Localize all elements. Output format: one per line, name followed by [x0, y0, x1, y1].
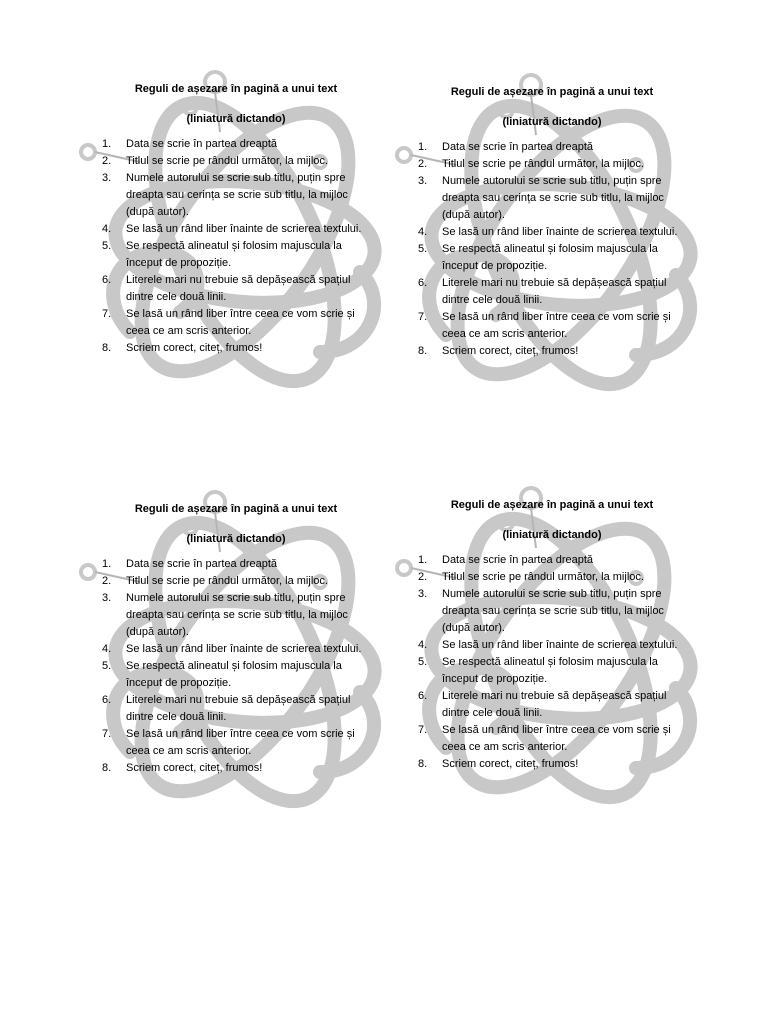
- rule-item: [100, 692, 372, 726]
- rule-item: [416, 139, 688, 156]
- rule-item: [416, 688, 688, 722]
- rule-number: 3.: [418, 175, 428, 187]
- rule-number: 6.: [102, 694, 112, 706]
- rule-item: [100, 221, 372, 238]
- card-title: Reguli de așezare în pagină a unui text: [450, 499, 654, 511]
- rule-text: Se lasă un rând liber înainte de scrierea textului.: [442, 226, 678, 238]
- rule-number: 1.: [418, 141, 428, 153]
- rule-text: Se lasă un rând liber înainte de scrierea textului.: [126, 643, 362, 655]
- rule-text: Se lasă un rând liber între ceea ce vom scrie și ceea ce am scris anterior.: [126, 728, 355, 757]
- rules-list: [416, 139, 688, 360]
- rule-number: 3.: [418, 588, 428, 600]
- rule-text: Data se scrie în partea dreaptă: [442, 554, 594, 566]
- rule-number: 6.: [102, 274, 112, 286]
- rule-item: [416, 552, 688, 569]
- rule-item: [416, 722, 688, 756]
- rules-list: [100, 136, 372, 357]
- rule-item: [416, 569, 688, 586]
- rule-text: Se respectă alineatul și folosim majuscula la început de propoziție.: [126, 240, 342, 269]
- rules-list: [416, 552, 688, 773]
- rule-item: [100, 170, 372, 221]
- rule-text: Literele mari nu trebuie să depășească spațiul dintre cele două linii.: [126, 694, 351, 723]
- card-subtitle: (liniatură dictando): [502, 529, 602, 541]
- rule-text: Se lasă un rând liber înainte de scrierea textului.: [442, 639, 678, 651]
- rule-item: [100, 340, 372, 357]
- rule-number: 1.: [102, 558, 112, 570]
- rule-number: 2.: [418, 571, 428, 583]
- rule-number: 1.: [418, 554, 428, 566]
- rule-number: 4.: [102, 223, 112, 235]
- rules-card: [100, 82, 372, 422]
- rule-number: 1.: [102, 138, 112, 150]
- rule-number: 2.: [102, 575, 112, 587]
- rule-item: [416, 309, 688, 343]
- rule-item: [416, 275, 688, 309]
- rule-item: [100, 272, 372, 306]
- rule-text: Se lasă un rând liber între ceea ce vom scrie și ceea ce am scris anterior.: [126, 308, 355, 337]
- rule-text: Se respectă alineatul și folosim majuscula la început de propoziție.: [126, 660, 342, 689]
- rule-text: Numele autorului se scrie sub titlu, puțin spre dreapta sau cerința se scrie sub titlu, la mijloc (după autor).: [126, 172, 348, 218]
- rule-text: Numele autorului se scrie sub titlu, puțin spre dreapta sau cerința se scrie sub titlu, la mijloc (după autor).: [126, 592, 348, 638]
- rule-text: Titlul se scrie pe rândul următor, la mijloc.: [442, 571, 644, 583]
- rule-item: [100, 573, 372, 590]
- rule-text: Numele autorului se scrie sub titlu, puțin spre dreapta sau cerința se scrie sub titlu, la mijloc (după autor).: [442, 175, 664, 221]
- rule-item: [100, 238, 372, 272]
- rule-text: Literele mari nu trebuie să depășească spațiul dintre cele două linii.: [442, 690, 667, 719]
- rule-number: 8.: [102, 762, 112, 774]
- rule-item: [100, 590, 372, 641]
- rule-item: [100, 641, 372, 658]
- rule-item: [100, 136, 372, 153]
- rule-text: Scriem corect, citeț, frumos!: [442, 758, 579, 770]
- rule-text: Literele mari nu trebuie să depășească spațiul dintre cele două linii.: [442, 277, 667, 306]
- card-title: Reguli de așezare în pagină a unui text: [450, 86, 654, 98]
- rules-card: [416, 85, 688, 425]
- rule-number: 6.: [418, 690, 428, 702]
- rules-list: [100, 556, 372, 777]
- rule-text: Literele mari nu trebuie să depășească spațiul dintre cele două linii.: [126, 274, 351, 303]
- rule-number: 5.: [102, 660, 112, 672]
- rule-text: Titlul se scrie pe rândul următor, la mijloc.: [442, 158, 644, 170]
- rule-number: 7.: [102, 308, 112, 320]
- rule-number: 2.: [102, 155, 112, 167]
- rule-number: 7.: [418, 311, 428, 323]
- rule-text: Numele autorului se scrie sub titlu, puțin spre dreapta sau cerința se scrie sub titlu, la mijloc (după autor).: [442, 588, 664, 634]
- rule-text: Se respectă alineatul și folosim majuscula la început de propoziție.: [442, 656, 658, 685]
- rule-item: [100, 153, 372, 170]
- card-subtitle: (liniatură dictando): [502, 116, 602, 128]
- rule-item: [416, 586, 688, 637]
- rule-text: Data se scrie în partea dreaptă: [442, 141, 594, 153]
- rule-number: 7.: [102, 728, 112, 740]
- rule-item: [416, 224, 688, 241]
- rule-number: 7.: [418, 724, 428, 736]
- rule-item: [100, 556, 372, 573]
- rule-text: Data se scrie în partea dreaptă: [126, 138, 278, 150]
- rule-number: 4.: [418, 226, 428, 238]
- rule-item: [416, 173, 688, 224]
- rule-number: 2.: [418, 158, 428, 170]
- rule-number: 5.: [102, 240, 112, 252]
- rule-number: 8.: [418, 345, 428, 357]
- rules-card: [416, 498, 688, 838]
- card-subtitle: (liniatură dictando): [186, 533, 286, 545]
- rule-text: Se lasă un rând liber între ceea ce vom scrie și ceea ce am scris anterior.: [442, 311, 671, 340]
- rule-number: 5.: [418, 656, 428, 668]
- card-title: Reguli de așezare în pagină a unui text: [134, 503, 338, 515]
- rule-item: [100, 306, 372, 340]
- rule-text: Se lasă un rând liber înainte de scrierea textului.: [126, 223, 362, 235]
- rule-text: Scriem corect, citeț, frumos!: [126, 762, 263, 774]
- rule-text: Scriem corect, citeț, frumos!: [126, 342, 263, 354]
- rule-text: Titlul se scrie pe rândul următor, la mijloc.: [126, 575, 328, 587]
- rule-item: [100, 726, 372, 760]
- rule-number: 8.: [418, 758, 428, 770]
- card-subtitle: (liniatură dictando): [186, 113, 286, 125]
- rules-card: [100, 502, 372, 842]
- rule-text: Data se scrie în partea dreaptă: [126, 558, 278, 570]
- rule-number: 8.: [102, 342, 112, 354]
- rule-item: [416, 241, 688, 275]
- rule-text: Titlul se scrie pe rândul următor, la mijloc.: [126, 155, 328, 167]
- rule-number: 3.: [102, 592, 112, 604]
- card-title: Reguli de așezare în pagină a unui text: [134, 83, 338, 95]
- rule-item: [416, 343, 688, 360]
- rule-number: 6.: [418, 277, 428, 289]
- rule-number: 5.: [418, 243, 428, 255]
- rule-item: [100, 760, 372, 777]
- rule-item: [416, 654, 688, 688]
- rule-text: Se lasă un rând liber între ceea ce vom scrie și ceea ce am scris anterior.: [442, 724, 671, 753]
- rule-item: [416, 756, 688, 773]
- rule-item: [416, 156, 688, 173]
- rule-number: 4.: [102, 643, 112, 655]
- rule-number: 4.: [418, 639, 428, 651]
- rule-number: 3.: [102, 172, 112, 184]
- rule-item: [100, 658, 372, 692]
- rule-text: Se respectă alineatul și folosim majuscula la început de propoziție.: [442, 243, 658, 272]
- rule-text: Scriem corect, citeț, frumos!: [442, 345, 579, 357]
- rule-item: [416, 637, 688, 654]
